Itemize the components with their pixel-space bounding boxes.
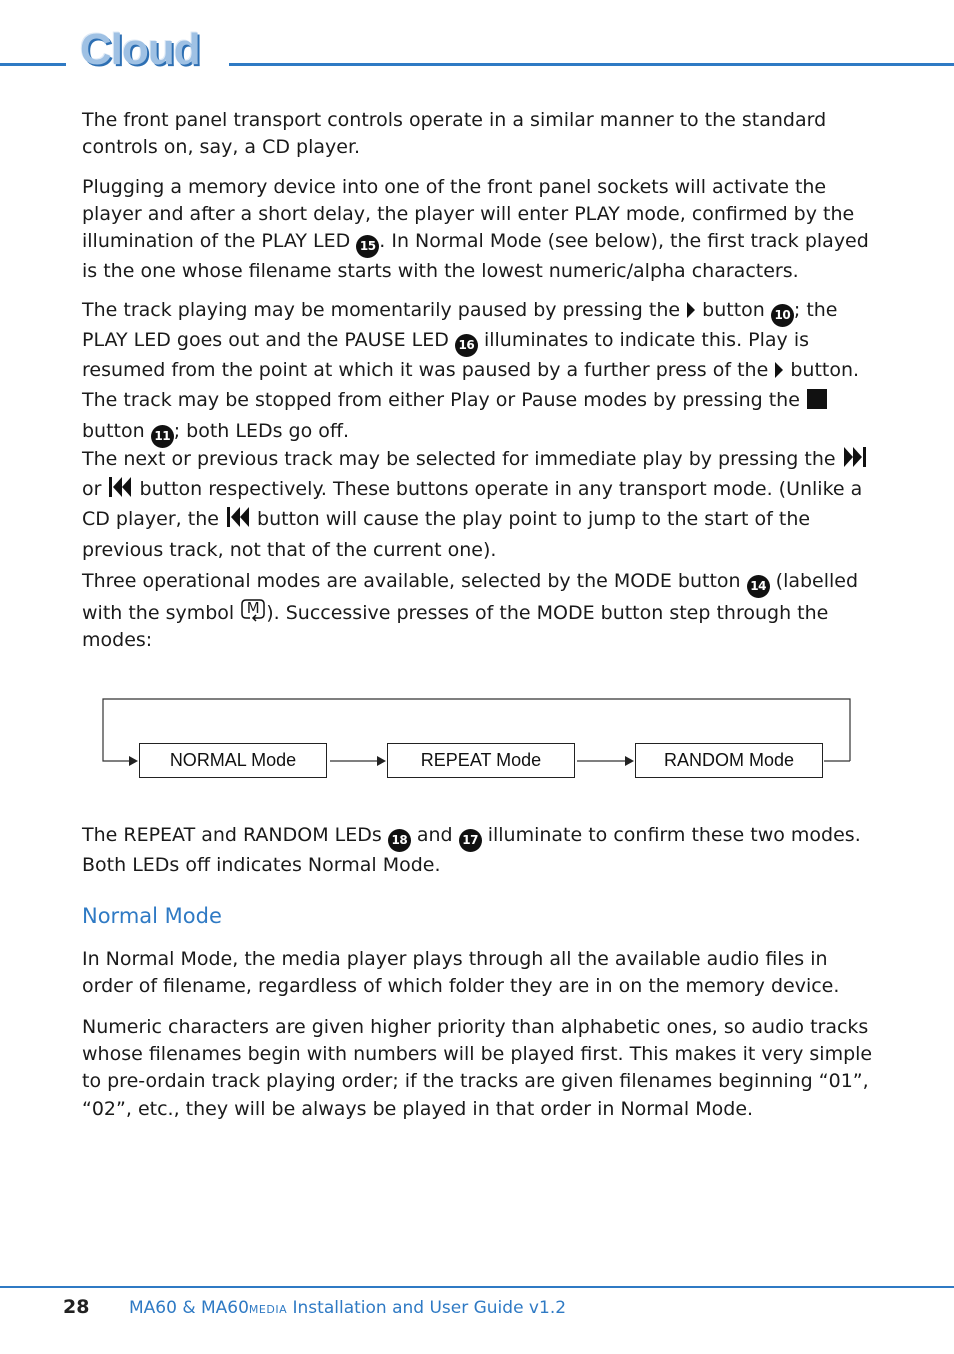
callout-number: 11 <box>151 425 174 448</box>
paragraph-text: illuminates to indicate this. Play is resumed from the point at which it was paused by a further press of the <box>82 329 810 382</box>
previous-track-icon <box>225 506 251 536</box>
paragraph-text: button will cause the play point to jump to the start of the previous track, not that of the current one). <box>82 508 811 561</box>
section-heading: Normal Mode <box>82 904 222 928</box>
callout-number: 18 <box>388 829 411 852</box>
footer-rule <box>0 1286 954 1288</box>
stop-icon <box>806 389 828 417</box>
arrow-head <box>625 756 634 766</box>
cloud-logo: Cloud <box>80 25 200 74</box>
paragraph-text: (labelled with the symbol <box>82 570 859 624</box>
paragraph-normal-mode <box>82 946 882 1000</box>
paragraph-text: . In Normal Mode (see below), the first track played is the one whose filename starts with the lowest numeric/alpha characters. <box>82 230 869 283</box>
callout-number: 17 <box>459 829 482 852</box>
paragraph-text: The front panel transport controls operate in a similar manner to the standard controls on, say, a CD player. <box>82 109 827 159</box>
paragraph-text: ). Successive presses of the MODE button step through the modes: <box>82 602 829 652</box>
footer-title-text: Installation and User Guide v1.2 <box>287 1298 567 1318</box>
paragraph-text: illuminate to confirm these two modes. Both LEDs off indicates Normal Mode. <box>82 824 861 876</box>
page-number: 28 <box>63 1296 90 1318</box>
mode-symbol-icon <box>240 598 266 622</box>
footer-title <box>129 1298 566 1318</box>
paragraph-text: ; the PLAY LED goes out and the PAUSE LED <box>82 299 838 352</box>
footer-title-smallcaps: MEDIA <box>248 1303 288 1316</box>
mode-box-repeat: REPEAT Mode <box>387 743 575 778</box>
play-icon <box>686 300 696 327</box>
play-icon <box>774 360 784 387</box>
paragraph-text: The track playing may be momentarily paused by pressing the <box>82 299 687 321</box>
paragraph-text: or <box>82 478 108 501</box>
paragraph-next-previous <box>82 446 882 564</box>
paragraph-text: Numeric characters are given higher priority than alphabetic ones, so audio tracks whose filenames begin with numbers will be played first. This makes it very simple to pre-ordain track playing order; if the tracks are given filenames beginning “01”, “02”, etc., they will be always be played in that order in Normal Mode. <box>82 1016 873 1120</box>
previous-track-icon <box>107 476 133 506</box>
paragraph-intro <box>82 107 882 161</box>
paragraph-pause <box>82 297 882 448</box>
paragraph-text: Plugging a memory device into one of the front panel sockets will activate the player and after a short delay, the player will enter PLAY mode, confirmed by the illumination of the PLAY LED <box>82 176 855 253</box>
paragraph-leds <box>82 822 902 879</box>
paragraph-text: button <box>696 299 771 321</box>
paragraph-text: In Normal Mode, the media player plays through all the available audio files in order of filename, regardless of which folder they are in on the memory device. <box>82 948 840 998</box>
arrow-head <box>129 756 138 766</box>
paragraph-text: Three operational modes are available, selected by the MODE button <box>82 570 747 592</box>
callout-number: 10 <box>771 304 794 327</box>
callout-number: 14 <box>747 575 770 598</box>
paragraph-text: button <box>82 419 151 442</box>
paragraph-priority <box>82 1014 882 1123</box>
paragraph-text: The REPEAT and RANDOM LEDs <box>82 824 388 846</box>
paragraph-text: ; both LEDs go off. <box>173 419 350 442</box>
next-track-icon <box>842 446 868 476</box>
footer-title-text: MA60 & MA60 <box>129 1298 249 1318</box>
mode-symbol-letter: M <box>246 599 260 617</box>
mode-box-random: RANDOM Mode <box>635 743 823 778</box>
mode-box-normal: NORMAL Mode <box>139 743 327 778</box>
callout-number: 16 <box>455 334 478 357</box>
callout-number: 15 <box>356 235 379 258</box>
paragraph-text: button. The track may be stopped from either Play or Pause modes by pressing the <box>82 359 860 412</box>
paragraph-text: and <box>410 824 459 846</box>
paragraph-text: button respectively. These buttons operate in any transport mode. (Unlike a CD player, the <box>82 478 863 531</box>
paragraph-play-mode <box>82 174 882 286</box>
paragraph-modes <box>82 568 882 654</box>
header-rule-left <box>0 63 66 66</box>
arrow-head <box>377 756 386 766</box>
header-rule-right <box>229 63 954 66</box>
paragraph-text: The next or previous track may be selected for immediate play by pressing the <box>82 448 842 470</box>
